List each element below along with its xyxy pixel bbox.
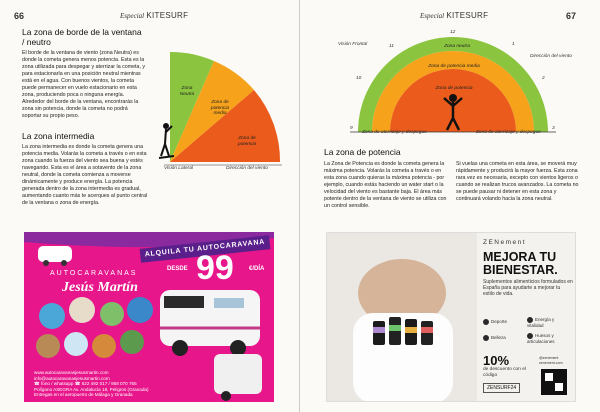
label-wind-direction-side: Dirección del viento (226, 166, 268, 171)
page-number-right: 67 (566, 11, 577, 21)
ad-brand-zenement: ZENement (483, 239, 527, 246)
zone-label-power-front: Zona de potencia (435, 86, 473, 91)
page-number-left: 66 (14, 11, 25, 21)
ad-delivery: Entregas en el aeropuerto de Málaga y Granada (34, 392, 133, 398)
ad-links (539, 356, 563, 365)
heading-power-zone: La zona de potencia (324, 147, 401, 157)
ad-subheadline: Suplementos alimenticios formulados en España para ayudarte a mejorar tu estilo de vida. (483, 279, 573, 297)
clock-2: 2 (542, 76, 545, 81)
clock-1: 1 (512, 42, 515, 47)
ad-contact-info (34, 370, 174, 398)
series-label-right: Especial (420, 12, 445, 20)
label-landing-zone-right: Zona de aterrizaje y despegue (476, 130, 541, 135)
ad-banner: ALQUILA TU AUTOCARAVANA (140, 235, 271, 263)
zone-label-media-side: Zona de potencia media (210, 100, 230, 117)
clock-12: 12 (450, 30, 456, 35)
clock-9: 9 (350, 126, 353, 131)
label-front-view: Visión Frontal (338, 42, 368, 47)
paragraph-power-zone-col1: La Zona de Potencia es donde la cometa genera la máxima potencia. Volarás la cometa a través o en esta zona cuando quieras la máxima potencia - por ejemplo, cuando estás haciendo un water start o la velocidad del viento es bastante baja. El área más potente dentro de la ventana de viento se utiliza con un control sensible. (324, 161, 447, 209)
ad-supplements[interactable] (326, 232, 576, 402)
ad-address: Polígono ASEGRA Av. Andalucía 18, Peligros (Granada) (34, 386, 149, 392)
clock-11: 11 (389, 44, 394, 49)
label-side-view: Visión Lateral (164, 166, 193, 171)
zone-label-neutral-side: Zona Neutra (179, 86, 195, 97)
feature-energy: Energía y vitalidad (527, 317, 555, 328)
ad-price-unit: €/DÍA (249, 266, 265, 272)
heading-intermediate-zone: La zona intermedia (22, 131, 95, 141)
feature-beauty: Belleza (483, 335, 506, 341)
section-label-left: KITESURF (146, 11, 189, 20)
feature-sport: Deporte (483, 319, 507, 325)
ad-price: 99 (196, 249, 234, 287)
ad-headline: MEJORA TU BIENESTAR. (483, 250, 558, 277)
ad-brand: AUTOCARAVANAS (50, 270, 138, 277)
paragraph-power-zone-col2: Si vuelas una cometa en esta área, se moverá muy rápidamente y producirá la mayor fuerza. Esta zona rara vez es necesaria, excepto con vientos ligeros o cuando se realizan trucos avanzados. La cometa no se puede pausar ni detener en esta zona y continuará volando hacia la zona neutral. (456, 161, 579, 202)
ad-business-name: Jesús Martín (62, 280, 138, 295)
zone-label-media-front: Zona de potencia media (428, 64, 480, 69)
ad-price-prefix: DESDE (167, 266, 188, 272)
sport-icon (483, 319, 489, 325)
ad-discount-code[interactable]: ZENSURF24 (483, 383, 520, 393)
zone-label-power-side: Zona de potencia (237, 136, 257, 147)
ad-phone: ☎ fono / whatsapp ☎ 622 492 017 / 958 070 765 (34, 381, 137, 387)
clock-10: 10 (356, 76, 362, 81)
heading-border-zone: La zona de borde de la ventana / neutro (22, 27, 142, 47)
ad-web[interactable]: www.autocaravanasjesusmartin.com (34, 370, 109, 375)
ad-social[interactable]: @zenement (539, 356, 559, 360)
section-label-right: KITESURF (446, 11, 489, 20)
ad-motorhome-rental[interactable] (24, 232, 274, 402)
beauty-icon (483, 335, 489, 341)
zone-label-neutral-front: Zona neutra (444, 44, 470, 49)
feature-bones: Huesos y articulaciones (527, 333, 555, 344)
paragraph-intermediate-zone: La zona intermedia es donde la cometa genera una potencia media. Volarás la cometa a través o en esta zona cuando la fuerza del viento sea buena y estés navegando. Esta es el área a sotavento de la zona neutral, donde la cometa comienza a moverse dinámicamente y produce energía. La potencia generada dentro de la zona intermedia es gradual, aumentando cuanto más te acerques al punto central de la ventana o zona de energía. (22, 144, 148, 206)
ad-discount: 10% (483, 353, 510, 368)
label-landing-zone-left: Zona de aterrizaje y despegue (362, 130, 427, 135)
paragraph-border-zone: El borde de la ventana de viento (zona Neutra) es donde la cometa genera menos potencia. Esta es la zona utilizada para despegar y aterrizar la cometa, y para estacionarla en una posición neutral mientras está en el agua. Con buenos vientos, la cometa puede permanecer en vuelo estacionario en esta zona, produciendo poca o ninguna energía. Alrededor del borde de la ventana, encontrarás la zona sin potencia, donde la cometa no podrá soportar su propio peso. (22, 50, 146, 119)
ad-discount-description: de descuento con el código (483, 367, 526, 378)
series-label-left: Especial (120, 12, 145, 20)
clock-3: 3 (552, 126, 555, 131)
label-wind-direction-front: Dirección del viento (530, 54, 572, 59)
ad-email[interactable]: info@autocaravanasjesusmartin.com (34, 375, 110, 381)
right-page (300, 0, 600, 412)
ad-web-zenement[interactable]: zenement.com (539, 360, 563, 365)
